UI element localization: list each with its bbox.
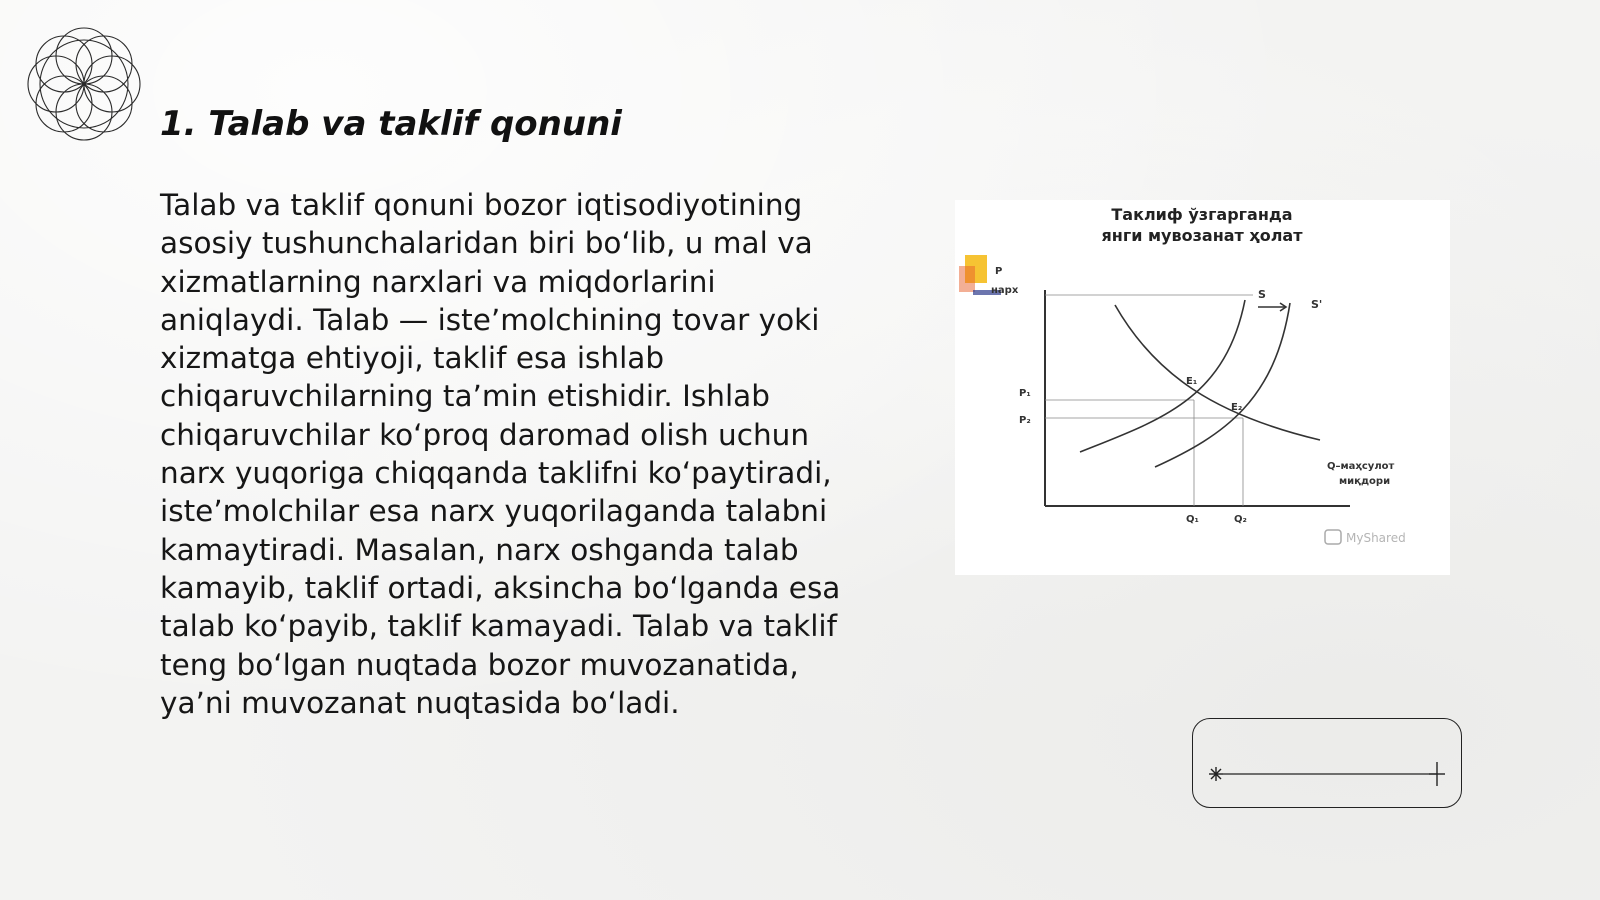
watermark-logo-icon — [1325, 530, 1341, 544]
price-1-label: P₁ — [1019, 388, 1031, 399]
supply-demand-figure — [955, 200, 1450, 575]
decorative-line-widget — [1192, 718, 1462, 808]
equilibrium-1-label: E₁ — [1186, 376, 1198, 387]
demand-curve — [1115, 305, 1320, 440]
price-2-label: P₂ — [1019, 415, 1031, 426]
quantity-1-label: Q₁ — [1186, 514, 1199, 525]
watermark-text: MyShared — [1346, 531, 1406, 545]
supply-demand-diagram — [955, 200, 1450, 575]
overlapping-circles-ornament-icon — [10, 10, 158, 158]
sparkle-icon — [1209, 767, 1223, 781]
body-paragraph: Talab va taklif qonuni bozor iqtisodiyotining asosiy tushunchalaridan biri bo‘lib, u mal va xizmatlarning narxlari va miqdorlarini aniqlaydi. Talab — iste’molchining tovar yoki xizmatga ehtiyoji, taklif esa ishlab chiqaruvchilarning ta’min etishidir. Ishlab chiqaruvchilar ko‘proq daromad olish uchun narx yuqoriga chiqqanda taklifni ko‘paytiradi, iste’molchilar esa narx yuqorilaganda talabni kamaytiradi. Masalan, narx oshganda talab kamayib, taklif ortadi, aksincha bo‘lganda esa talab ko‘payib, taklif kamayadi. Talab va taklif teng bo‘lgan nuqtada bozor muvozanatida, ya’ni muvozanat nuqtasida bo‘ladi. — [160, 188, 841, 720]
y-axis-label-symbol: P — [995, 266, 1003, 277]
figure-title-line1: Таклиф ўзгарганда — [1111, 205, 1293, 224]
x-axis-label-line1: Q–маҳсулот — [1327, 461, 1395, 472]
decorative-line — [1193, 719, 1463, 809]
equilibrium-2-label: E₂ — [1231, 402, 1243, 413]
quantity-2-label: Q₂ — [1234, 514, 1247, 525]
supply-curve-new — [1155, 303, 1290, 467]
supply-label-old: S — [1258, 288, 1266, 301]
cross-marker-icon — [1429, 762, 1445, 786]
slide-title: 1. Talab va taklif qonuni — [160, 104, 622, 144]
x-axis-label-line2: миқдори — [1339, 476, 1391, 487]
figure-title-line2: янги мувозанат ҳолат — [1101, 226, 1303, 245]
y-axis-label-word: нарх — [991, 285, 1019, 296]
supply-label-new: S' — [1311, 298, 1323, 311]
